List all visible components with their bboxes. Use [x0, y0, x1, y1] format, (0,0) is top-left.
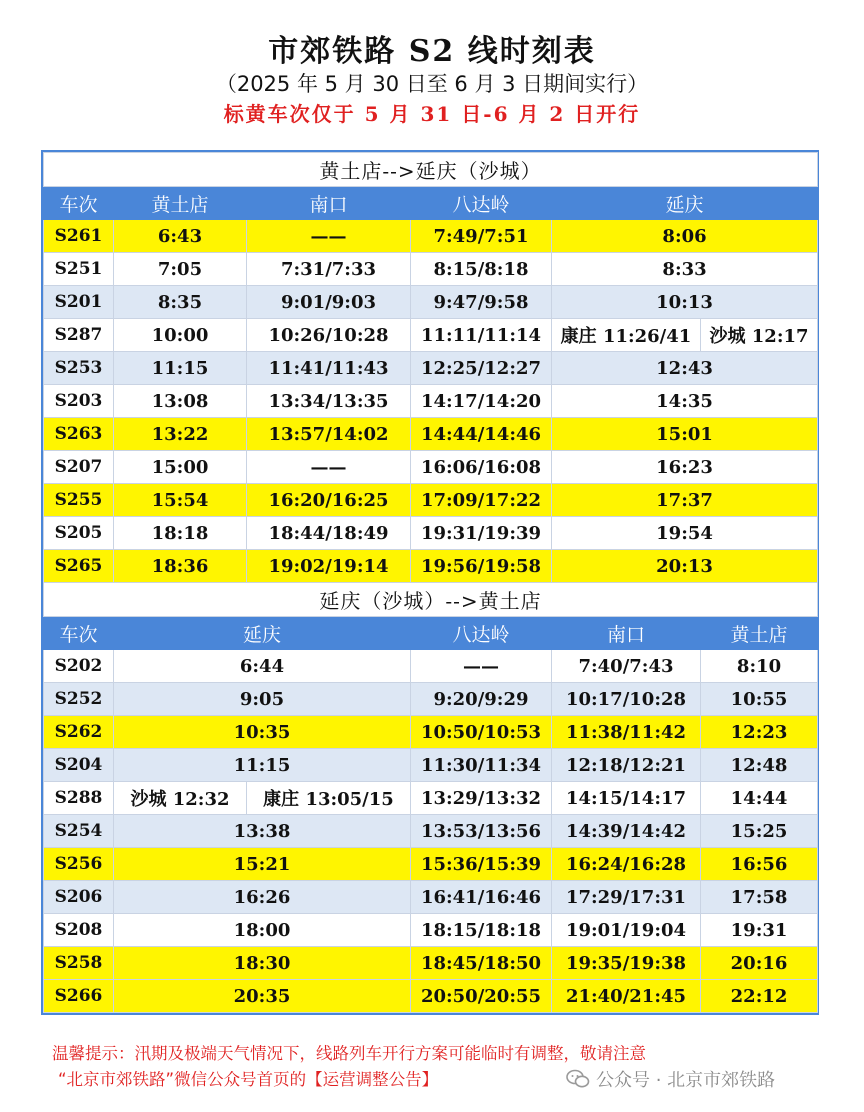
column-header: 延庆: [552, 187, 818, 220]
time-cell: 13:08: [114, 385, 247, 418]
time-cell: 10:55: [701, 683, 818, 716]
time-cell: 9:01/9:03: [247, 286, 411, 319]
train-number: S265: [44, 550, 114, 583]
time-cell: 11:15: [114, 352, 247, 385]
column-header: 车次: [44, 617, 114, 650]
time-cell: 12:48: [701, 749, 818, 782]
time-cell: 21:40/21:45: [552, 980, 701, 1013]
time-cell: 14:44: [701, 782, 818, 815]
time-cell: 13:57/14:02: [247, 418, 411, 451]
time-cell: 16:41/16:46: [411, 881, 552, 914]
table-row: [44, 484, 818, 517]
table-row: [44, 319, 818, 352]
table-row: [44, 286, 818, 319]
time-cell: 16:06/16:08: [411, 451, 552, 484]
train-number: S256: [44, 848, 114, 881]
time-cell: 15:01: [552, 418, 818, 451]
time-cell: 19:54: [552, 517, 818, 550]
table-row: [44, 749, 818, 782]
time-cell: 9:05: [114, 683, 411, 716]
time-cell: 康庄 13:05/15: [247, 782, 411, 815]
table-row: [44, 418, 818, 451]
time-cell: 19:56/19:58: [411, 550, 552, 583]
table-row: [44, 385, 818, 418]
time-cell: 6:43: [114, 220, 247, 253]
time-cell: 12:23: [701, 716, 818, 749]
train-number: S204: [44, 749, 114, 782]
train-number: S255: [44, 484, 114, 517]
table-row: [44, 881, 818, 914]
train-number: S253: [44, 352, 114, 385]
train-number: S266: [44, 980, 114, 1013]
train-number: S258: [44, 947, 114, 980]
train-number: S201: [44, 286, 114, 319]
train-number: S254: [44, 815, 114, 848]
time-cell: 12:43: [552, 352, 818, 385]
train-number: S202: [44, 650, 114, 683]
time-cell: 18:44/18:49: [247, 517, 411, 550]
time-cell: 10:00: [114, 319, 247, 352]
timetable: [41, 150, 819, 1015]
yellow-train-notice: 标黄车次仅于 5 月 31 日-6 月 2 日开行: [223, 102, 641, 126]
time-cell: ——: [411, 650, 552, 683]
time-cell: 14:15/14:17: [552, 782, 701, 815]
table-row: [44, 253, 818, 286]
time-cell: 7:31/7:33: [247, 253, 411, 286]
time-cell: 7:40/7:43: [552, 650, 701, 683]
column-header: 南口: [552, 617, 701, 650]
time-cell: 16:56: [701, 848, 818, 881]
time-cell: 10:13: [552, 286, 818, 319]
time-cell: 9:20/9:29: [411, 683, 552, 716]
time-cell: 康庄 11:26/41: [552, 319, 701, 352]
table-row: [44, 650, 818, 683]
time-cell: 10:35: [114, 716, 411, 749]
time-cell: 17:09/17:22: [411, 484, 552, 517]
table-row: [44, 782, 818, 815]
time-cell: 沙城 12:32: [114, 782, 247, 815]
table-row: [44, 716, 818, 749]
time-cell: 8:35: [114, 286, 247, 319]
time-cell: 8:10: [701, 650, 818, 683]
time-cell: 16:24/16:28: [552, 848, 701, 881]
time-cell: 17:37: [552, 484, 818, 517]
time-cell: 11:30/11:34: [411, 749, 552, 782]
time-cell: 10:50/10:53: [411, 716, 552, 749]
table-row: [44, 914, 818, 947]
time-cell: 7:49/7:51: [411, 220, 552, 253]
time-cell: 18:18: [114, 517, 247, 550]
train-number: S288: [44, 782, 114, 815]
train-number: S206: [44, 881, 114, 914]
time-cell: 12:25/12:27: [411, 352, 552, 385]
time-cell: 14:44/14:46: [411, 418, 552, 451]
time-cell: 22:12: [701, 980, 818, 1013]
time-cell: 11:38/11:42: [552, 716, 701, 749]
time-cell: 14:17/14:20: [411, 385, 552, 418]
time-cell: 13:38: [114, 815, 411, 848]
time-cell: 20:35: [114, 980, 411, 1013]
wechat-icon: [566, 1069, 590, 1089]
time-cell: 13:22: [114, 418, 247, 451]
time-cell: 18:15/18:18: [411, 914, 552, 947]
time-cell: 19:31: [701, 914, 818, 947]
table-row: [44, 517, 818, 550]
announcement-hint: “北京市郊铁路”微信公众号首页的【运营调整公告】: [58, 1070, 439, 1089]
train-number: S287: [44, 319, 114, 352]
direction-title: 延庆（沙城）-->黄土店: [44, 583, 818, 617]
time-cell: 10:17/10:28: [552, 683, 701, 716]
table-row: [44, 550, 818, 583]
table-row: [44, 980, 818, 1013]
train-number: S252: [44, 683, 114, 716]
train-number: S261: [44, 220, 114, 253]
time-cell: 15:54: [114, 484, 247, 517]
column-header: 黄土店: [114, 187, 247, 220]
table-row: [44, 947, 818, 980]
time-cell: ——: [247, 220, 411, 253]
column-header: 八达岭: [411, 617, 552, 650]
table-row: [44, 220, 818, 253]
time-cell: 6:44: [114, 650, 411, 683]
time-cell: 8:06: [552, 220, 818, 253]
time-cell: 18:30: [114, 947, 411, 980]
table-row: [44, 848, 818, 881]
train-number: S207: [44, 451, 114, 484]
time-cell: 20:13: [552, 550, 818, 583]
time-cell: 9:47/9:58: [411, 286, 552, 319]
time-cell: 16:20/16:25: [247, 484, 411, 517]
time-cell: 18:45/18:50: [411, 947, 552, 980]
column-header: 南口: [247, 187, 411, 220]
time-cell: 19:31/19:39: [411, 517, 552, 550]
time-cell: 15:25: [701, 815, 818, 848]
train-number: S203: [44, 385, 114, 418]
column-header: 黄土店: [701, 617, 818, 650]
column-header: 车次: [44, 187, 114, 220]
time-cell: 16:23: [552, 451, 818, 484]
validity-period: （2025 年 5 月 30 日至 6 月 3 日期间实行）: [215, 72, 649, 96]
time-cell: 20:50/20:55: [411, 980, 552, 1013]
watermark-text: 公众号 · 北京市郊铁路: [596, 1070, 776, 1091]
time-cell: 7:05: [114, 253, 247, 286]
column-header: 延庆: [114, 617, 411, 650]
time-cell: 19:02/19:14: [247, 550, 411, 583]
time-cell: 沙城 12:17: [701, 319, 818, 352]
time-cell: 17:58: [701, 881, 818, 914]
train-number: S262: [44, 716, 114, 749]
time-cell: 16:26: [114, 881, 411, 914]
time-cell: 12:18/12:21: [552, 749, 701, 782]
time-cell: 8:15/8:18: [411, 253, 552, 286]
time-cell: 11:15: [114, 749, 411, 782]
time-cell: 19:01/19:04: [552, 914, 701, 947]
time-cell: 13:34/13:35: [247, 385, 411, 418]
time-cell: 18:36: [114, 550, 247, 583]
page-title: 市郊铁路 S2 线时刻表: [268, 34, 596, 69]
time-cell: 13:53/13:56: [411, 815, 552, 848]
time-cell: 17:29/17:31: [552, 881, 701, 914]
train-number: S251: [44, 253, 114, 286]
time-cell: 13:29/13:32: [411, 782, 552, 815]
direction-header: [44, 583, 818, 617]
time-cell: 15:00: [114, 451, 247, 484]
train-number: S263: [44, 418, 114, 451]
column-header-row: [44, 187, 818, 220]
train-number: S205: [44, 517, 114, 550]
table-row: [44, 451, 818, 484]
train-number: S208: [44, 914, 114, 947]
time-cell: 14:35: [552, 385, 818, 418]
table-row: [44, 683, 818, 716]
time-cell: 15:36/15:39: [411, 848, 552, 881]
direction-header: [44, 153, 818, 187]
watermark: [566, 1066, 775, 1092]
time-cell: 10:26/10:28: [247, 319, 411, 352]
table-row: [44, 352, 818, 385]
time-cell: ——: [247, 451, 411, 484]
time-cell: 11:41/11:43: [247, 352, 411, 385]
time-cell: 15:21: [114, 848, 411, 881]
time-cell: 11:11/11:14: [411, 319, 552, 352]
direction-title: 黄土店-->延庆（沙城）: [44, 153, 818, 187]
time-cell: 18:00: [114, 914, 411, 947]
time-cell: 19:35/19:38: [552, 947, 701, 980]
time-cell: 20:16: [701, 947, 818, 980]
column-header: 八达岭: [411, 187, 552, 220]
column-header-row: [44, 617, 818, 650]
time-cell: 8:33: [552, 253, 818, 286]
time-cell: 14:39/14:42: [552, 815, 701, 848]
table-row: [44, 815, 818, 848]
warm-tip: 温馨提示：汛期及极端天气情况下，线路列车开行方案可能临时有调整，敬请注意: [52, 1044, 646, 1063]
